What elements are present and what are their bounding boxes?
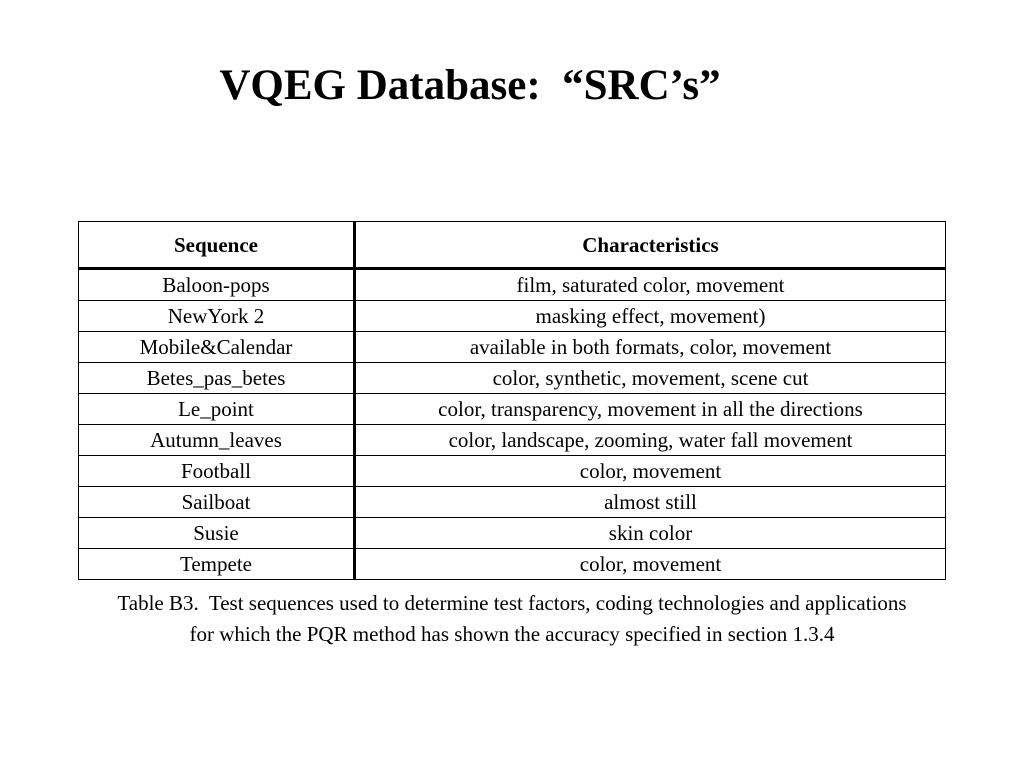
table-row [79, 518, 946, 549]
cell-characteristics: available in both formats, color, movement [355, 332, 946, 363]
cell-characteristics: film, saturated color, movement [355, 269, 946, 301]
table-caption [0, 588, 1024, 650]
cell-characteristics: color, transparency, movement in all the directions [355, 394, 946, 425]
table-row [79, 394, 946, 425]
cell-sequence: Betes_pas_betes [79, 363, 355, 394]
cell-sequence: Football [79, 456, 355, 487]
cell-sequence: Sailboat [79, 487, 355, 518]
cell-sequence: Autumn_leaves [79, 425, 355, 456]
table-row [79, 301, 946, 332]
cell-sequence: Susie [79, 518, 355, 549]
table-row [79, 425, 946, 456]
cell-sequence: NewYork 2 [79, 301, 355, 332]
cell-sequence: Mobile&Calendar [79, 332, 355, 363]
table-header-row [79, 222, 946, 269]
table-row [79, 549, 946, 580]
cell-characteristics: masking effect, movement) [355, 301, 946, 332]
caption-line-1: Table B3. Test sequences used to determine test factors, coding technologies and applications [117, 591, 907, 615]
cell-sequence: Le_point [79, 394, 355, 425]
cell-characteristics: color, movement [355, 456, 946, 487]
src-table [78, 221, 946, 580]
cell-sequence: Baloon-pops [79, 269, 355, 301]
slide-title: VQEG Database: “SRC’s” [219, 62, 721, 109]
table-row [79, 456, 946, 487]
cell-characteristics: skin color [355, 518, 946, 549]
header-characteristics: Characteristics [355, 222, 946, 269]
cell-characteristics: color, landscape, zooming, water fall movement [355, 425, 946, 456]
cell-characteristics: almost still [355, 487, 946, 518]
table-row [79, 487, 946, 518]
table-row [79, 332, 946, 363]
cell-sequence: Tempete [79, 549, 355, 580]
caption-line-2: for which the PQR method has shown the accuracy specified in section 1.3.4 [189, 622, 835, 646]
header-sequence: Sequence [79, 222, 355, 269]
cell-characteristics: color, movement [355, 549, 946, 580]
table-row [79, 269, 946, 301]
table-row [79, 363, 946, 394]
cell-characteristics: color, synthetic, movement, scene cut [355, 363, 946, 394]
